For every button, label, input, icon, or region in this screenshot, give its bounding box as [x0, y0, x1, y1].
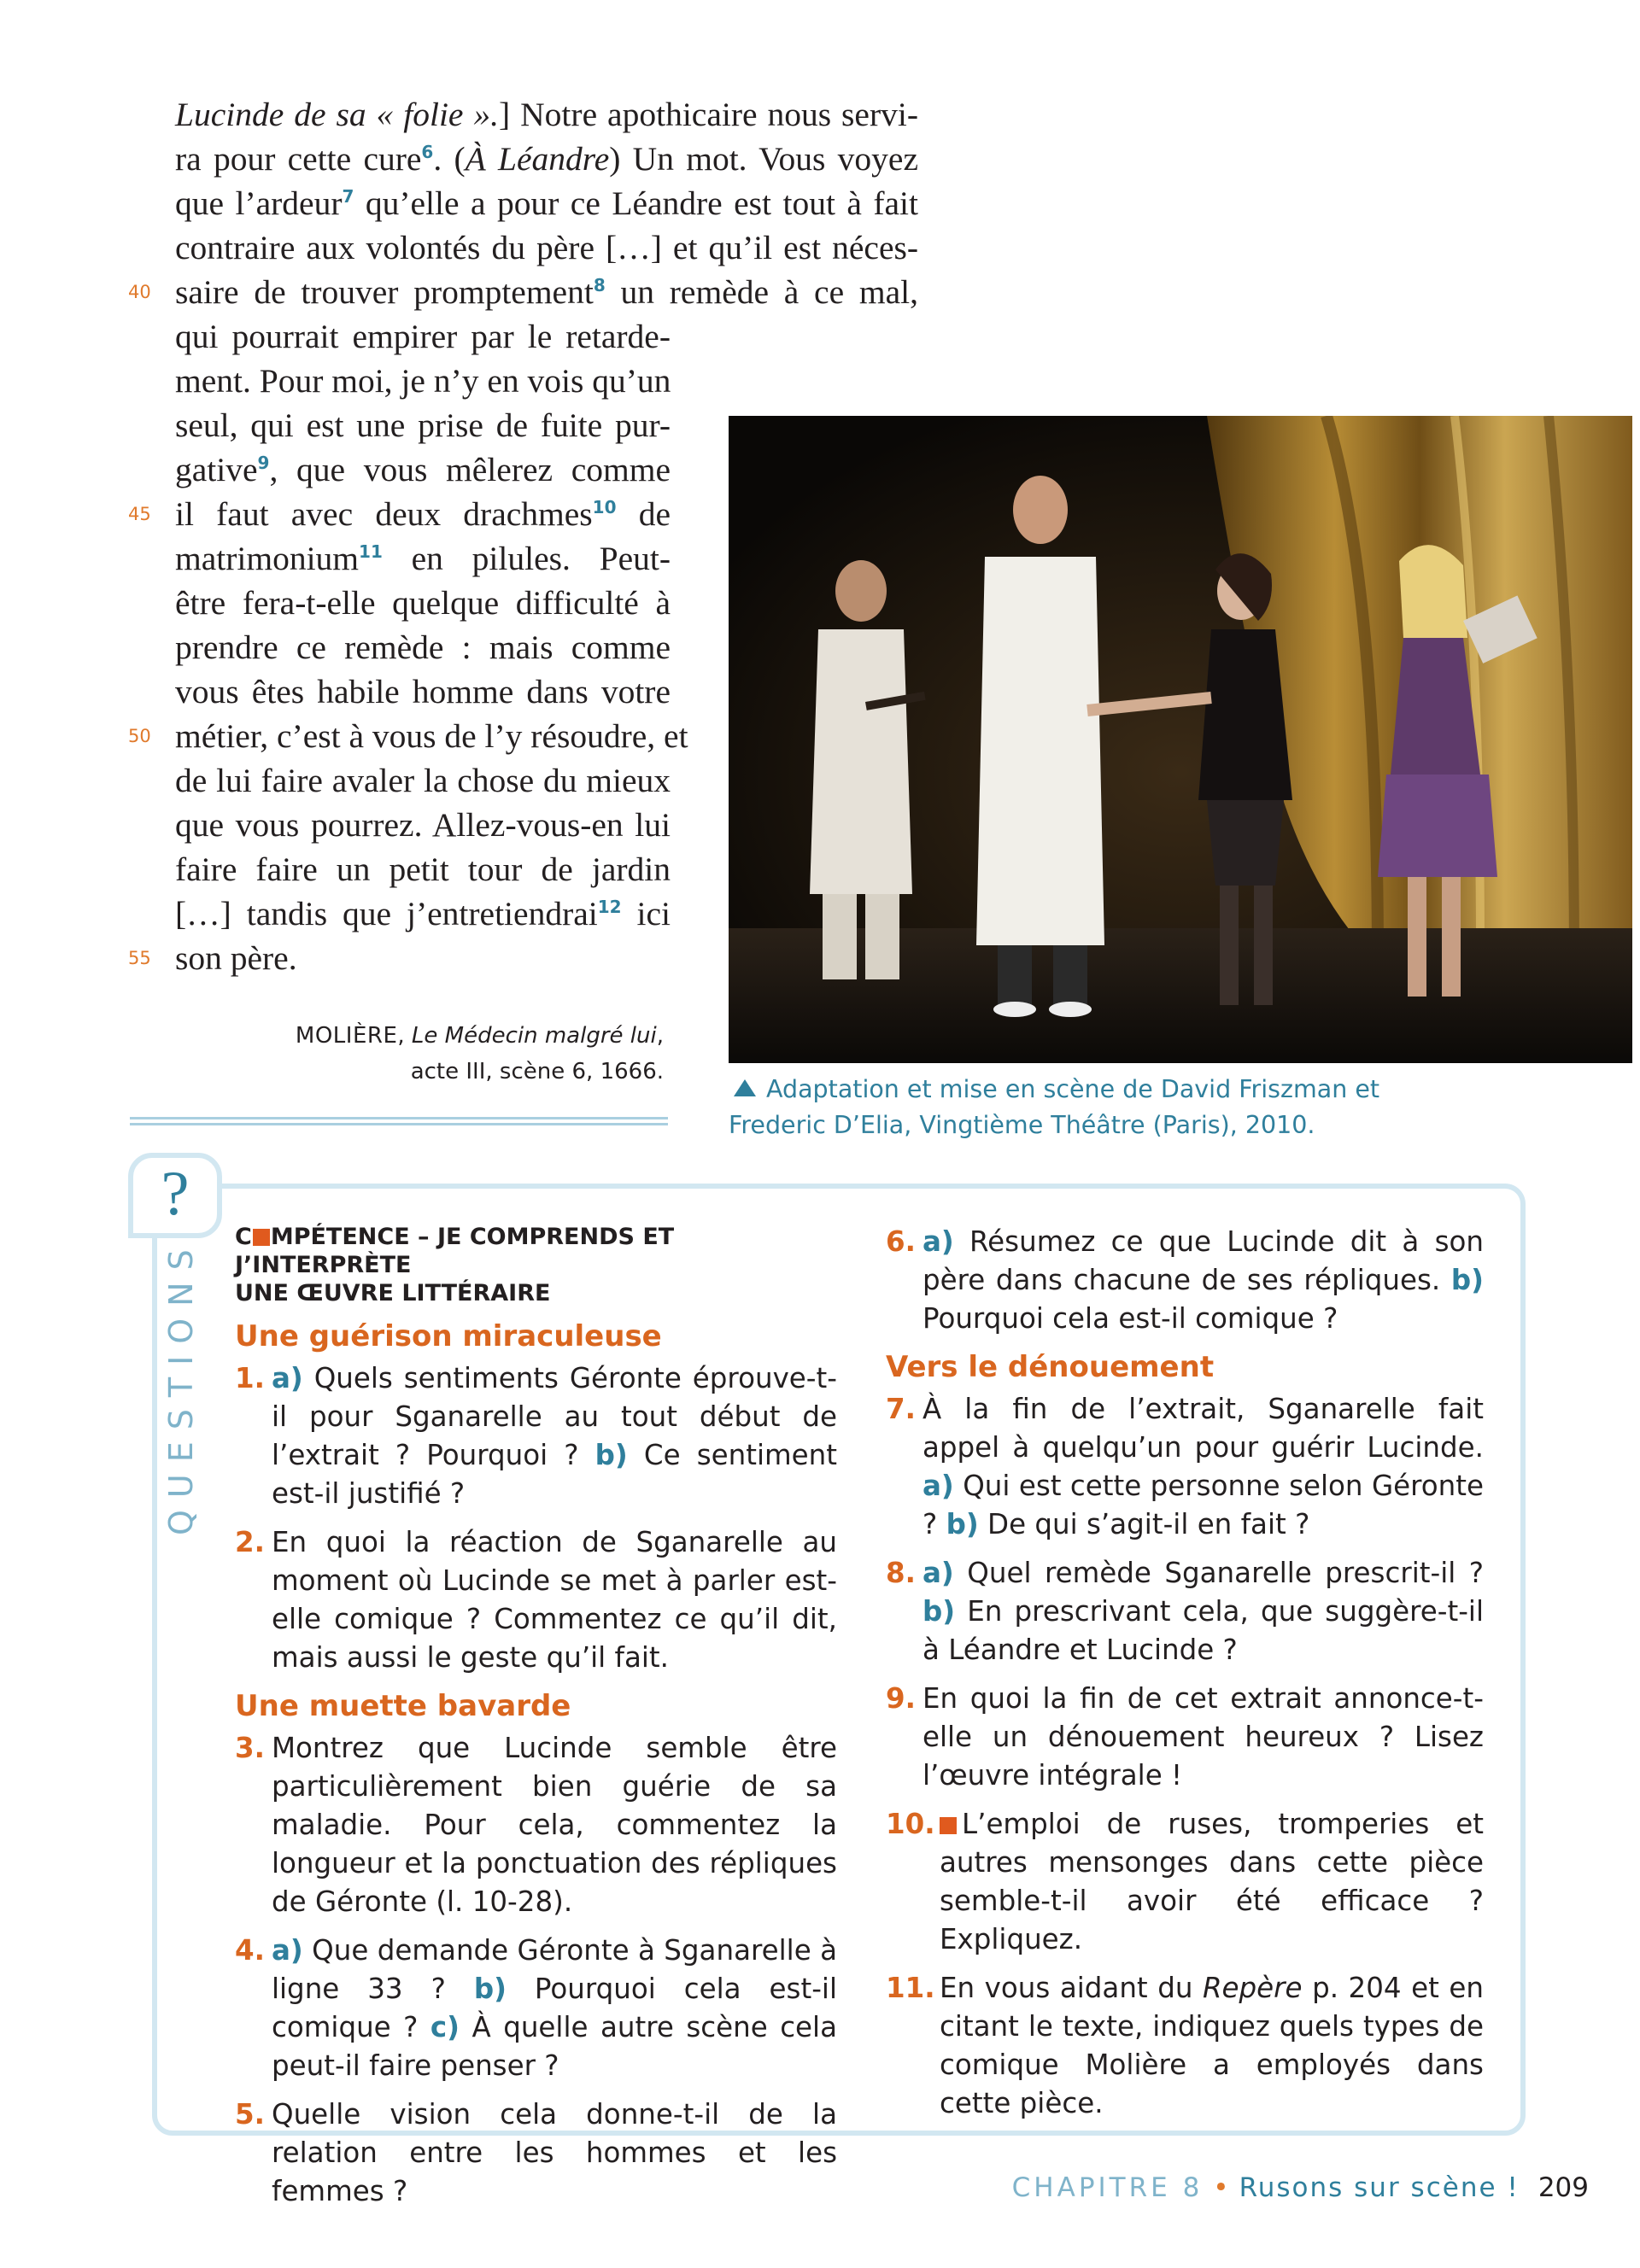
- extract-line: que l’ardeur$^7$ qu’elle a pour ce Léandre est tout à fait: [175, 184, 918, 222]
- question-item: 1. a) Quels sentiments Géronte éprouve-t-il pour Sganarelle au tout début de l’extrait ? Pourquoi ? b) Ce sentiment est-il justifié ?: [235, 1362, 837, 1510]
- footnote-ref: 11: [359, 541, 383, 562]
- extract-line: 40 saire de trouver promptement$^8$ un remède à ce mal,: [175, 270, 918, 314]
- question-item: 11. En vous aidant du Repère p. 204 et en citant le texte, indiquez quels types de comique Molière a employés dans cette pièce.: [886, 1972, 1484, 2119]
- extract-line: 50 métier, c’est à vous de l’y résoudre, et: [175, 714, 671, 758]
- triangle-up-icon: [734, 1079, 756, 1096]
- citation-author: MOLIÈRE: [295, 1023, 398, 1049]
- extract-line: de lui faire avaler la chose du mieux: [175, 762, 671, 799]
- question-item: 3. Montrez que Lucinde semble être particulièrement bien guérie de sa maladie. Pour cela, commentez la longueur et la ponctuation des répliques de Géronte (l. 10-28).: [235, 1732, 837, 1918]
- photo-caption: [729, 1072, 1583, 1143]
- extract-line: prendre ce remède : mais comme: [175, 628, 671, 666]
- caption-line-1: Adaptation et mise en scène de David Friszman et: [766, 1075, 1380, 1103]
- questions-left-column: [235, 1223, 837, 2221]
- bullet-icon: •: [1213, 2172, 1229, 2203]
- extract-line: seul, qui est une prise de fuite pur-: [175, 406, 671, 444]
- double-rule-divider: [130, 1117, 668, 1129]
- page-number: 209: [1538, 2172, 1589, 2203]
- extract-line: matrimonium$^{11}$ en pilules. Peut-: [175, 540, 671, 577]
- section-heading: Une muette bavarde: [235, 1689, 571, 1723]
- caption-line-2: Frederic D’Elia, Vingtième Théâtre (Paris), 2010.: [729, 1111, 1315, 1139]
- section-heading: Une guérison miraculeuse: [235, 1319, 662, 1353]
- line-number: 45: [128, 504, 151, 524]
- footnote-ref: 10: [592, 496, 617, 517]
- extract-line: vous êtes habile homme dans votre: [175, 673, 671, 710]
- line-number: 50: [128, 726, 151, 746]
- square-icon: [940, 1817, 957, 1834]
- footnote-ref: 12: [597, 896, 622, 917]
- extract-line: ment. Pour moi, je n’y en vois qu’un: [175, 362, 671, 400]
- line-number: 40: [128, 282, 151, 302]
- question-item: 7. À la fin de l’extrait, Sganarelle fait appel à quelqu’un pour guérir Lucinde. a) Qui est cette personne selon Géronte ? b) De qui s’agit-il en fait ?: [886, 1393, 1484, 1540]
- chapter-title: Rusons sur scène !: [1239, 2172, 1520, 2203]
- citation-work: Le Médecin malgré lui: [411, 1023, 657, 1049]
- extract-line: […] tandis que j’entretiendrai$^{12}$ ici: [175, 895, 671, 932]
- extract-line: 45 il faut avec deux drachmes$^{10}$ de: [175, 492, 671, 536]
- citation-details: acte III, scène 6, 1666.: [410, 1059, 664, 1084]
- chapter-label: CHAPITRE 8: [1011, 2172, 1204, 2203]
- extract-line: ra pour cette cure$^6$. (À Léandre) Un mot. Vous voyez: [175, 140, 918, 178]
- footnote-ref: 7: [342, 185, 354, 207]
- line-number: 55: [128, 948, 151, 968]
- question-mark-icon: ?: [161, 1159, 190, 1229]
- extract-line: être fera-t-elle quelque difficulté à: [175, 584, 671, 622]
- extract-line: contraire aux volontés du père […] et qu’il est néces-: [175, 229, 918, 266]
- section-heading: Vers le dénouement: [886, 1350, 1215, 1384]
- extract-line: Lucinde de sa « folie ».] Notre apothicaire nous servi-: [175, 96, 918, 133]
- question-item: 9. En quoi la fin de cet extrait annonce-t-elle un dénouement heureux ? Lisez l’œuvre intégrale !: [886, 1682, 1484, 1792]
- footnote-ref: 9: [257, 452, 270, 473]
- competence-heading: C MPÉTENCE – JE COMPRENDS ET J’INTERPRÈTE UNE ŒUVRE LITTÉRAIRE: [235, 1224, 675, 1306]
- question-item: 4. a) Que demande Géronte à Sganarelle à ligne 33 ? b) Pourquoi cela est-il comique ? c) À quelle autre scène cela peut-il faire penser ?: [235, 1934, 837, 2082]
- citation: MOLIÈRE, Le Médecin malgré lui, acte III, scène 6, 1666.: [296, 1018, 664, 1090]
- question-bubble: [128, 1153, 222, 1238]
- stage-photo: [729, 416, 1632, 1063]
- question-item: 6. a) Résumez ce que Lucinde dit à son père dans chacune de ses répliques. b) Pourquoi cela est-il comique ?: [886, 1225, 1484, 1335]
- extract-line: gative$^9$, que vous mêlerez comme: [175, 451, 671, 488]
- stage-photo-illustration: [729, 416, 1632, 1063]
- extract-line: que vous pourrez. Allez-vous-en lui: [175, 806, 671, 844]
- extract-line: qui pourrait empirer par le retarde-: [175, 318, 671, 355]
- question-item: 2. En quoi la réaction de Sganarelle au moment où Lucinde se met à parler est-elle comique ? Commentez ce qu’il dit, mais aussi le geste qu’il fait.: [235, 1526, 837, 1674]
- extract-line: faire faire un petit tour de jardin: [175, 850, 671, 888]
- page-footer: [1012, 2171, 1589, 2205]
- question-item: 8. a) Quel remède Sganarelle prescrit-il ? b) En prescrivant cela, que suggère-t-il à Léandre et Lucinde ?: [886, 1557, 1484, 1666]
- extract-line: 55 son père.: [175, 936, 671, 980]
- footnote-ref: 6: [421, 141, 434, 162]
- footnote-ref: 8: [593, 274, 606, 295]
- questions-right-column: [886, 1223, 1484, 2133]
- question-item: 10. L’emploi de ruses, tromperies et autres mensonges dans cette pièce semble-t-il avoir été efficace ? Expliquez.: [886, 1808, 1484, 1955]
- square-icon: [253, 1229, 270, 1246]
- question-item: 5. Quelle vision cela donne-t-il de la relation entre les hommes et les femmes ?: [235, 2098, 837, 2207]
